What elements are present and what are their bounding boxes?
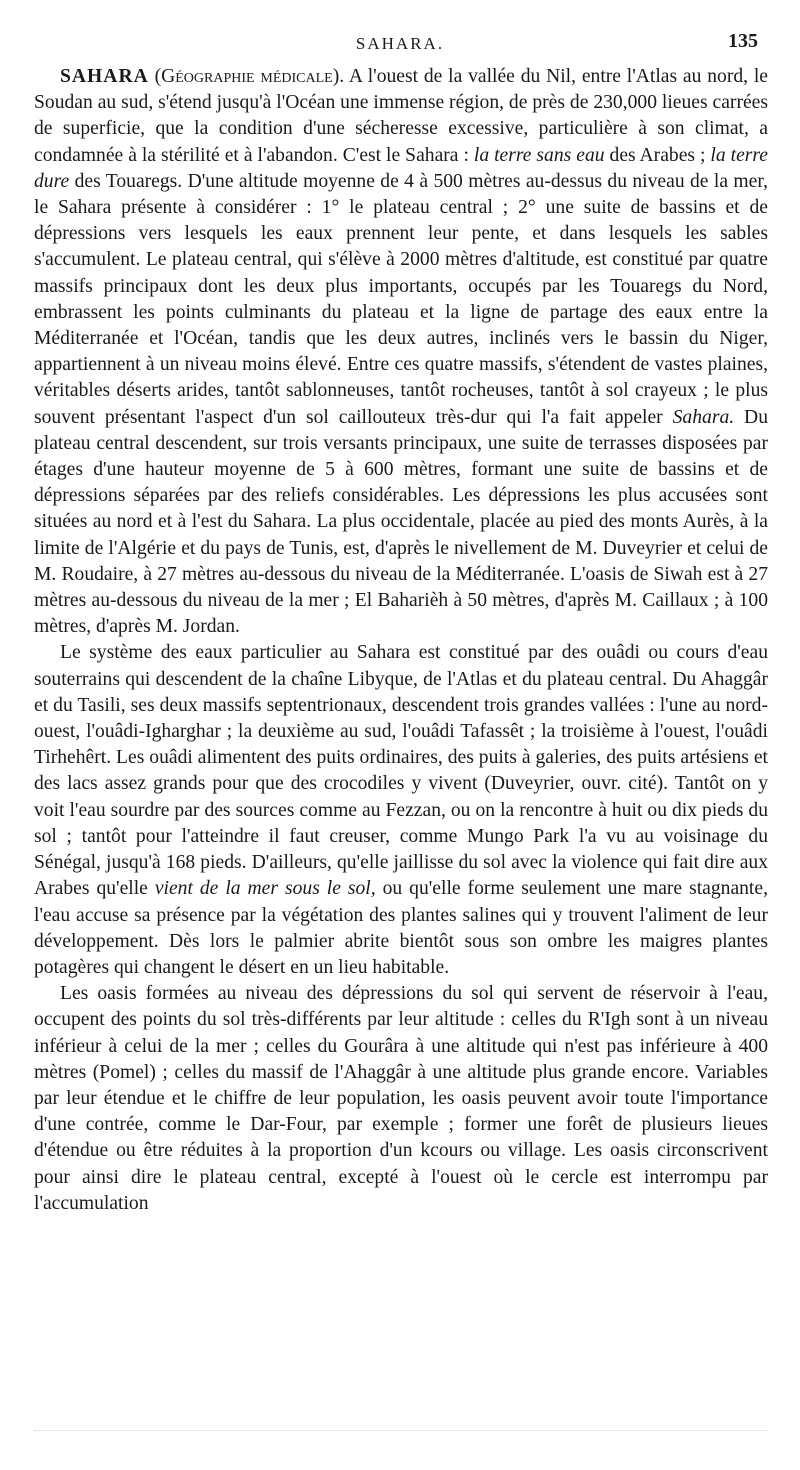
- article-body: [34, 64, 768, 1217]
- paragraph-1-italic-1: la terre sans eau: [473, 144, 605, 166]
- paragraph-1: [34, 64, 768, 640]
- entry-subject: (Géographie médicale).: [154, 66, 345, 87]
- paragraph-2-text-a: Le système des eaux particulier au Sahara est constitué par des ouâdi ou cours d'eau souterrains qui descendent de la chaîne Libyque, de l'Atlas et du plateau central. Du Ahaggâr et du Tasili, ses deux massifs septentrionaux, descendent trois grandes vallées : l'une au nord-ouest, l'ouâdi-Igharghar ; la deuxième au sud, l'ouâdi Tafassêt ; la troisième à l'ouest, l'ouâdi Tirhehêrt. Les ouâdi alimentent des puits ordinaires, des puits à galeries, des puits artésiens et des lacs assez grands pour que des crocodiles y vivent (Duveyrier, ouvr. cité). Tantôt on y voit l'eau sourdre par des sources comme au Fezzan, ou on la rencontre à huit ou dix pieds du sol ; tantôt pour l'atteindre il faut creuser, comme Mungo Park l'a vu au voisinage du Sénégal, jusqu'à 168 pieds. D'ailleurs, qu'elle jaillisse du sol avec la violence qui fait dire aux Arabes qu'elle: [34, 642, 768, 900]
- paragraph-1-italic-3: Sahara.: [672, 406, 735, 428]
- footer-print-marks: [34, 1430, 768, 1437]
- page-number: 135: [728, 30, 758, 52]
- paragraph-1-italic-2: la terre dure: [34, 144, 768, 192]
- entry-headword: SAHARA: [60, 66, 149, 87]
- paragraph-2-text-b: ou qu'elle forme seulement une mare stagnante, l'eau accuse sa présence par la végétation des plantes salines qui y trouvent l'aliment de leur développement. Dès lors le palmier abrite bientôt sous son ombre les maigres plantes potagères qui changent le désert en un lieu habitable.: [34, 878, 768, 978]
- paragraph-2-italic-1: vient de la mer sous le sol,: [154, 878, 376, 900]
- running-title: SAHARA.: [355, 34, 445, 53]
- paragraph-3: Les oasis formées au niveau des dépressions du sol qui servent de réservoir à l'eau, occupent des points du sol très-différents par leur altitude : celles du R'Igh sont à un niveau inférieur à celui de la mer ; celles du Gourâra à une altitude qui n'est pas inférieure à 400 mètres (Pomel) ; celles du massif de l'Ahaggâr à une altitude plus grande encore. Variables par leur étendue et le chiffre de leur population, les oasis peuvent avoir toute l'importance d'une contrée, comme le Dar-Four, par exemple ; former une forêt de plusieurs lieues d'étendue ou être réduites à la proportion d'un kcours ou village. Les oasis circonscrivent pour ainsi dire le plateau central, excepté à l'ouest où le cercle est interrompu par l'accumulation: [34, 983, 768, 1214]
- running-head: [0, 30, 800, 60]
- paragraph-2: [34, 640, 768, 981]
- paragraph-1-text-c: des Touaregs. D'une altitude moyenne de 4 à 500 mètres au-dessus du niveau de la mer, le Sahara présente à considérer : 1° le plateau central ; 2° une suite de bassins et de dépressions vers lesquels les eaux prennent leur pente, et dans lesquels les sables s'accumulent. Le plateau central, qui s'élève à 2000 mètres d'altitude, est constitué par quatre massifs principaux dont les deux plus importants, occupés par les Touaregs du Nord, embrassent les points culminants du plateau et la ligne de partage des eaux entre la Méditerranée et l'Océan, tandis que les deux autres, inclinés vers le bassin du Niger, appartiennent à un niveau moins élevé. Entre ces quatre massifs, s'étendent de vastes plaines, véritables déserts arides, tantôt sablonneuses, tantôt rocheuses, tantôt à sol crayeux ; le plus souvent présentant l'aspect d'un sol caillouteux très-dur qui l'a fait appeler: [34, 170, 768, 428]
- paragraph-1-text-b: des Arabes ;: [604, 144, 711, 166]
- paragraph-1-text-d: Du plateau central descendent, sur trois versants principaux, une suite de terrasses disposées par étages d'une hauteur moyenne de 5 à 600 mètres, formant une suite de bassins et de dépressions séparées par des reliefs considérables. Les dépressions les plus accusées sont situées au nord et à l'est du Sahara. La plus occidentale, placée au pied des monts Aurès, à la limite de l'Algérie et du pays de Tunis, est, d'après le nivellement de M. Duveyrier et celui de M. Roudaire, à 27 mètres au-dessous du niveau de la Méditerranée. L'oasis de Siwah est à 27 mètres au-dessous du niveau de la mer ; El Baharièh à 50 mètres, d'après M. Caillaux ; à 100 mètres, d'après M. Jordan.: [34, 406, 768, 638]
- paragraph-1-text-a: A l'ouest de la vallée du Nil, entre l'Atlas au nord, le Soudan au sud, s'étend jusqu'à l'Océan une immense région, de près de 230,000 lieues carrées de superficie, que la condition d'une sécheresse excessive, particulière à son climat, a condamnée à la stérilité et à l'abandon. C'est le Sahara :: [34, 66, 768, 166]
